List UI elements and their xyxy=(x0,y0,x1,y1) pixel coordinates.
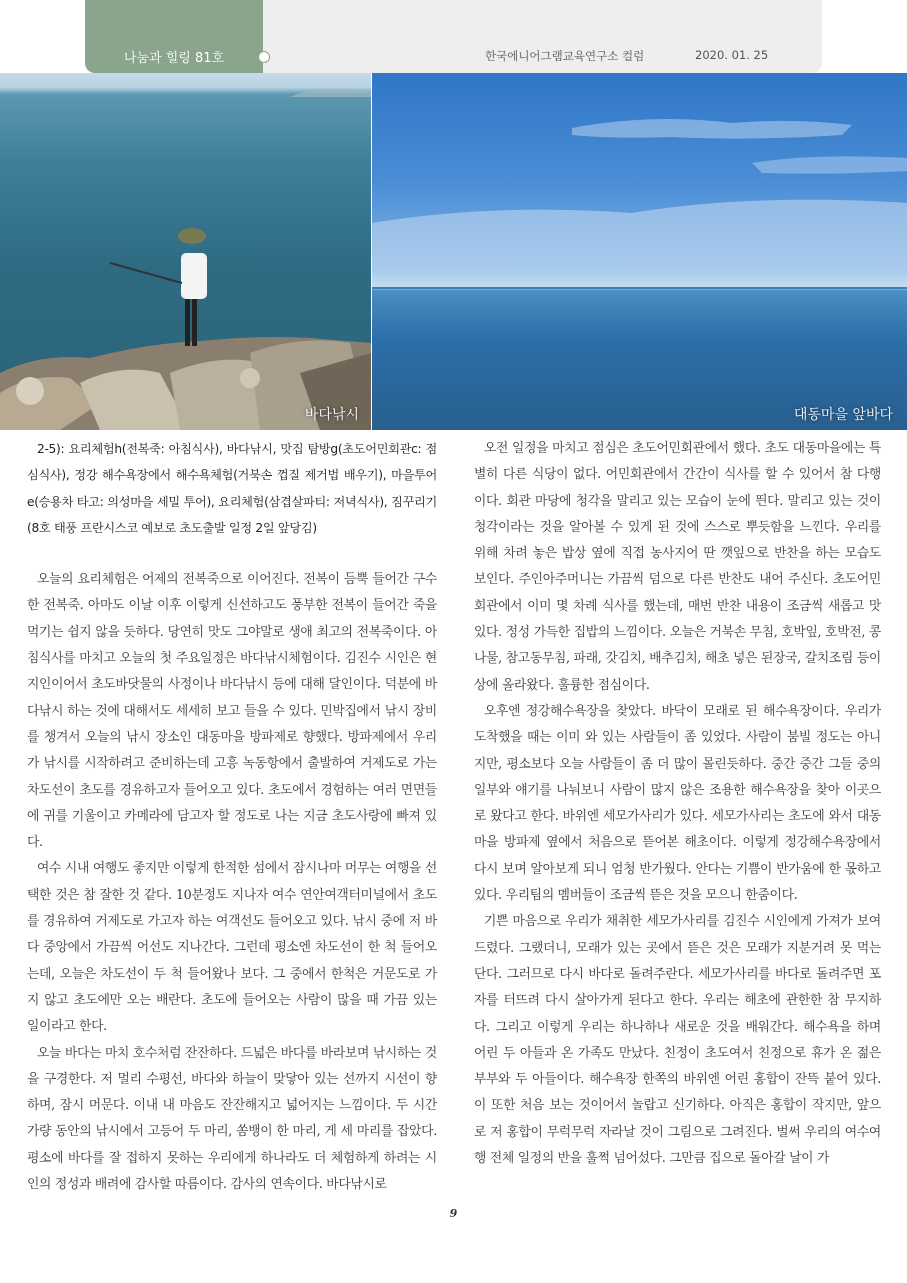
issue-label: 나눔과 힐링 81호 xyxy=(123,51,225,66)
photo-caption-right: 대동마을 앞바다 xyxy=(793,407,893,423)
schedule-summary: 2-5): 요리체험h(전복죽: 아침식사), 바다낚시, 맛집 탐방g(초도어민회관c: 점심식사), 정강 해수욕장에서 해수욕체험(거북손 껍질 제거법 배우기), 마을투어e(승용차 타고: 의성마을 세밀 투어), 요리체험(삼겹살파티: 저녁식사), 짐꾸리기(8호 태풍 프란시스코 예보로 초도출발 일정 2일 앞당김) xyxy=(27,442,437,535)
article-right-column xyxy=(474,436,881,1172)
paragraph: 오늘의 요리체험은 어제의 전복죽으로 이어진다. 전복이 듬뿍 들어간 구수한 전복죽. 아마도 이날 이후 이렇게 신선하고도 풍부한 전복이 들어간 죽을 먹기는 쉽지 않을 듯하다. 당연히 맛도 그야말로 생애 최고의 전복죽이다. 아침식사를 마치고 오늘의 첫 주요일정은 바다낚시체험이다. 김진수 시인은 현지인이어서 초도바닷물의 사정이나 바다낚시 등에 대해 달인이다. 덕분에 바다낚시 하는 것에 대해서도 세세히 보고 들을 수 있다. 민박집에서 낚시 장비를 챙겨서 오늘의 낚시 장소인 대동마을 방파제로 향했다. 방파제에서 우리가 낚시를 시작하려고 준비하는데 고흥 녹동항에서 출발하여 거제도로 가는 차도선이 초도를 경유하고자 들어오고 있다. 초도에서 경험하는 여러 면면들에 귀를 기울이고 카메라에 담고자 할 정도로 나는 지금 초도사랑에 빠져 있다. xyxy=(27,572,437,851)
column-title: 한국에니어그램교육연구소 컬럼 xyxy=(485,49,645,63)
sky-clouds-illustration xyxy=(372,73,907,430)
paragraph: 기쁜 마음으로 우리가 채취한 세모가사리를 김진수 시인에게 가져가 보여드렸다. 그랬더니, 모래가 있는 곳에서 뜯은 것은 모래가 지분거려 못 먹는단다. 그러므로 다시 바다로 돌려주란다. 세모가사리를 바다로 돌려주면 포자를 터뜨려 다시 살아가게 된다고 한다. 우리는 해초에 관한한 참 무지하다. 그리고 이렇게 우리는 하나하나 새로운 것을 배워간다. 해수욕을 하며 어린 두 아들과 온 가족도 만났다. 친정이 초도여서 친정으로 휴가 온 젊은 부부와 두 아들이다. 해수욕장 한쪽의 바위엔 어린 홍합이 잔뜩 붙어 있다. 이 또한 처음 보는 것이어서 놀랍고 신기하다. 아직은 홍합이 작지만, 앞으로 저 홍합이 무럭무럭 자라날 것이 그림으로 그려진다. 벌써 우리의 여수여행 전체 일정의 반을 훌쩍 넘어섰다. 그만큼 집으로 돌아갈 날이 가 xyxy=(474,914,881,1167)
page-number: 9 xyxy=(449,1207,458,1220)
paragraph: 오후엔 정강해수욕장을 찾았다. 바닥이 모래로 된 해수욕장이다. 우리가 도착했을 때는 이미 와 있는 사람들이 좀 있었다. 사람이 붐빌 정도는 아니지만, 평소보다 오늘 사람들이 좀 더 많이 몰린듯하다. 중간 중간 그들 중의 일부와 얘기를 나눠보니 사람이 많지 않은 조용한 해수욕장을 찾아 이곳으로 왔다고 한다. 바위엔 세모가사리가 있다. 세모가사리는 초도에 와서 대동마을 방파제 옆에서 처음으로 뜯어본 해초이다. 이렇게 정강해수욕장에서 다시 보며 알아보게 되니 엄청 반가웠다. 안다는 기쁨이 반가움에 한 몫하고 있다. 우리팀의 멤버들이 조금씩 뜯은 것을 모으니 한줌이다. xyxy=(474,703,881,904)
paragraph: 오늘 바다는 마치 호수처럼 잔잔하다. 드넓은 바다를 바라보며 낚시하는 것을 구경한다. 저 멀리 수평선, 바다와 하늘이 맞닿아 있는 선까지 시선이 향하며, 잠시 머문다. 이내 내 마음도 잔잔해지고 넓어지는 느낌이다. 두 시간 가량 동안의 낚시에서 고등어 두 마리, 쏨뱅이 한 마리, 게 세 마리를 잡았다. 평소에 바다를 잘 접하지 못하는 우리에게 하나라도 더 체험하게 하려는 시인의 정성과 배려에 감사할 따름이다. 감사의 연속이다. 바다낚시로 xyxy=(27,1045,437,1193)
photo-caption-left: 바다낚시 xyxy=(304,407,359,423)
paragraph: 오전 일정을 마치고 점심은 초도어민회관에서 했다. 초도 대동마을에는 특별히 다른 식당이 없다. 어민회관에서 간간이 식사를 할 수 있어서 참 다행이다. 회관 마당에 청각을 말리고 있는 모습이 눈에 띈다. 말리고 있는 것이 청각이라는 것을 알아볼 수 있게 된 것에 스스로 뿌듯함을 느낀다. 우리를 위해 차려 놓은 밥상 옆에 직접 농사지어 딴 깻잎으로 반찬을 하는 모습도 보인다. 주인아주머니는 가끔씩 덤으로 다른 반찬도 내어 주신다. 초도어민회관에서 이미 몇 차례 식사를 했는데, 매번 반찬 내용이 조금씩 새롭고 맛있다. 정성 가득한 집밥의 느낌이다. 오늘은 거북손 무침, 호박잎, 호박전, 콩나물, 참고동무침, 파래, 갓김치, 배추김치, 해초 넣은 된장국, 갈치조림 등이 상에 올라왔다. 훌륭한 점심이다. xyxy=(474,441,881,693)
photo-sea-fishing xyxy=(0,73,371,430)
photo-daedong-sea xyxy=(372,73,907,430)
issue-date: 2020. 01. 25 xyxy=(695,48,769,62)
fishing-scene-illustration xyxy=(0,73,371,430)
article-left-column xyxy=(27,436,437,1198)
paragraph: 여수 시내 여행도 좋지만 이렇게 한적한 섬에서 잠시나마 머무는 여행을 선택한 것은 참 잘한 것 같다. 10분정도 지나자 여수 연안여객터미널에서 초도를 경유하여 거제도로 가고자 하는 여객선도 들어오고 있다. 낚시 중에 저 바다 중앙에서 가끔씩 어선도 지나간다. 그런데 평소엔 차도선이 한 척 들어오는데, 오늘은 차도선이 두 척 들어왔나 보다. 그 중에서 한척은 거문도로 가지 않고 초도에만 오는 배란다. 초도에 들어오는 사람이 많을 때 가끔 있는 일이라고 한다. xyxy=(27,861,437,1035)
